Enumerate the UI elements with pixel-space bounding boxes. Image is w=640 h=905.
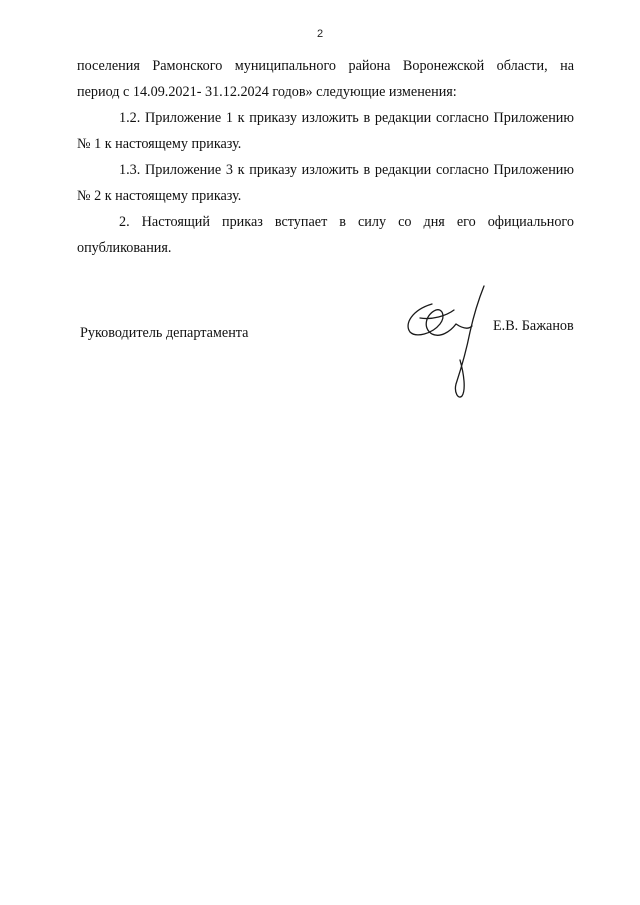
signer-name: Е.В. Бажанов (493, 318, 574, 334)
paragraph-item-1-2: 1.2. Приложение 1 к приказу изложить в редакции согласно Приложению № 1 к настоящему приказу. (77, 110, 574, 152)
signer-title: Руководитель департамента (80, 325, 249, 341)
signature-block (77, 280, 587, 410)
paragraph-continuation (77, 53, 574, 105)
page-number: 2 (316, 28, 324, 40)
document-body (77, 53, 574, 261)
handwritten-signature-icon (402, 280, 492, 402)
paragraph-continuation-rest: период с 14.09.2021- 31.12.2024 годов» следующие изменения: (77, 84, 457, 100)
paragraph-item-2: 2. Настоящий приказ вступает в силу со дня его официального опубликования. (77, 214, 574, 256)
paragraph-item-1-3: 1.3. Приложение 3 к приказу изложить в редакции согласно Приложению № 2 к настоящему приказу. (77, 162, 574, 204)
paragraph-first-line: поселения Рамонского муниципального района Воронежской области, на (77, 58, 574, 74)
